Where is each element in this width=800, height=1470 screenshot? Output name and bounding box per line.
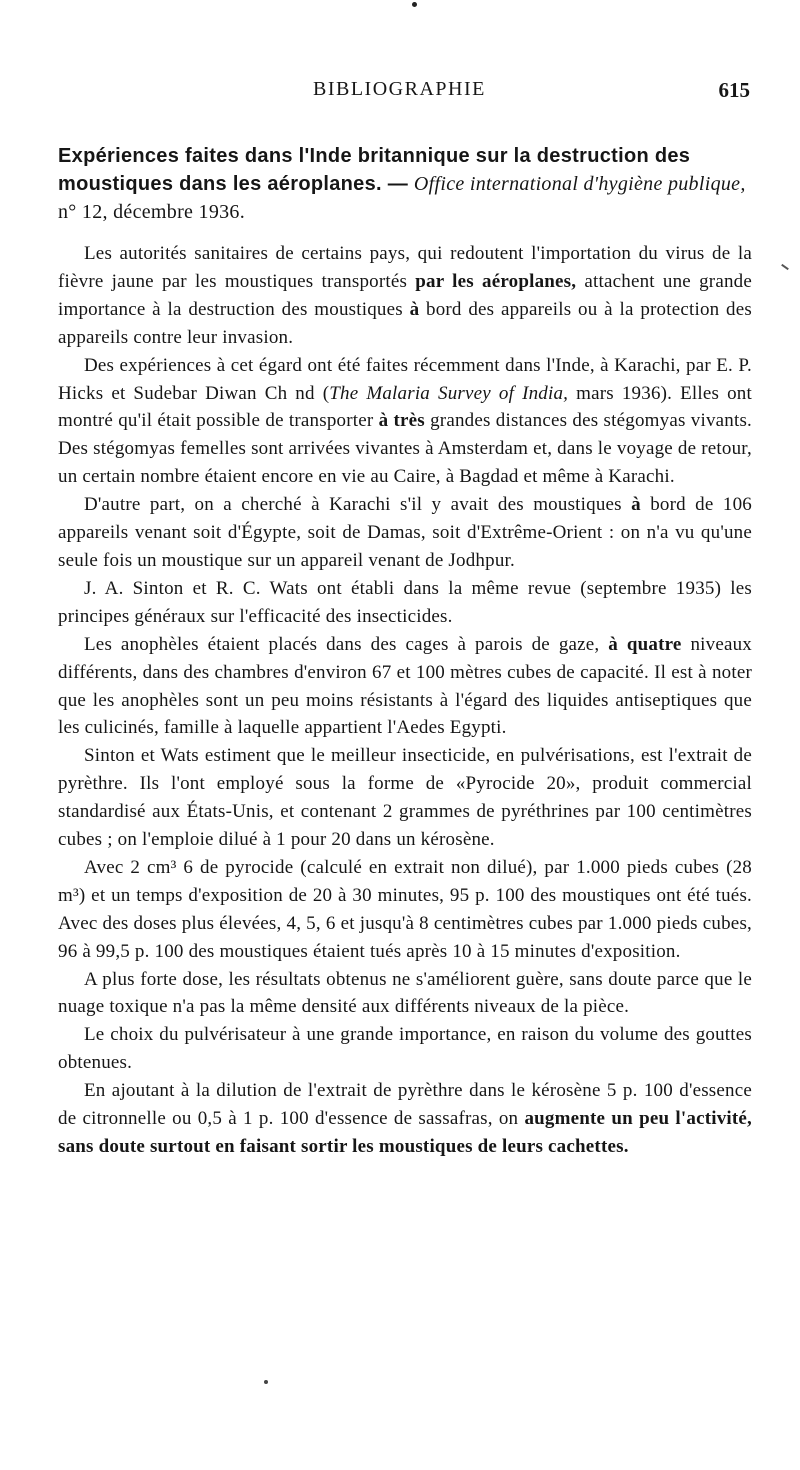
paragraph-5 <box>58 631 752 743</box>
paragraph-text: Des expériences à cet égard ont été faites récemment dans l'Inde, à Karachi, par E. P. Hicks et Sudebar Diwan Ch nd ( <box>58 354 752 404</box>
paragraph-4 <box>58 575 752 631</box>
paragraph-10 <box>58 1077 752 1161</box>
paragraph-text: Le choix du pulvérisateur à une grande importance, en raison du volume des gouttes obtenues. <box>58 1024 752 1074</box>
article <box>58 142 752 1161</box>
page-header <box>313 78 750 104</box>
article-citation: n° 12, décembre 1936. <box>58 201 246 223</box>
paragraph-3 <box>58 491 752 575</box>
margin-mark <box>781 264 789 270</box>
bold-text: à quatre <box>608 633 682 655</box>
running-title: BIBLIOGRAPHIE <box>313 78 486 100</box>
bold-text: à <box>631 494 641 516</box>
bold-text: à très <box>378 410 425 432</box>
paragraph-text: grandes distances des stégomyas vivants. Des stégomyas femelles sont arrivées vivantes à Amsterdam et, dans le voyage de retour, un certain nombre étaient encore en vie au Caire, à Bagdad et même à Karachi. <box>58 410 752 488</box>
page-number: 615 <box>718 78 750 102</box>
paragraph-text: J. A. Sinton et R. C. Wats ont établi dans la même revue (septembre 1935) les principes généraux sur l'efficacité des insecticides. <box>58 577 752 627</box>
paragraph-text: niveaux différents, dans des chambres d'environ 67 et 100 mètres cubes de capacité. Il est à noter que les anophèles sont un peu moins résistants à l'égard des liquides antiseptiques que les culicinés, famille à laquelle appartient l'Aedes Egypti. <box>58 633 752 739</box>
bold-text: augmente un peu l'activité, sans doute surtout en faisant sortir les moustiques de leurs cachettes. <box>58 1108 752 1157</box>
article-title-text: Expériences faites dans l'Inde britannique sur la destruction des moustiques dans les aéroplanes. — <box>58 145 691 195</box>
journal-title: The Malaria Survey of India, <box>329 382 569 404</box>
bold-text: à <box>409 298 420 320</box>
paragraph-text: attachent une grande importance à la destruction des moustiques <box>58 270 752 320</box>
paragraph-2 <box>58 352 752 492</box>
paragraph-8 <box>58 966 752 1022</box>
article-title <box>58 142 752 226</box>
ink-speck <box>264 1380 268 1384</box>
paragraph-text: En ajoutant à la dilution de l'extrait de pyrèthre dans le kérosène 5 p. 100 d'essence de citronnelle ou 0,5 à 1 p. 100 d'essence de sassafras, on <box>58 1080 752 1130</box>
paragraph-text: D'autre part, on a cherché à Karachi s'il y avait des moustiques <box>84 494 632 516</box>
paragraph-1 <box>58 240 752 352</box>
ink-speck <box>412 2 417 7</box>
paragraph-6 <box>58 742 752 854</box>
paragraph-text: bord de 106 appareils venant soit d'Égypte, soit de Damas, soit d'Extrême-Orient : on n'a vu qu'une seule fois un moustique sur un appareil venant de Jodhpur. <box>58 494 752 571</box>
paragraph-text: A plus forte dose, les résultats obtenus ne s'améliorent guère, sans doute parce que le nuage toxique n'a pas la même densité aux différents niveaux de la pièce. <box>58 968 752 1018</box>
article-source: Office international d'hygiène publique, <box>413 173 746 195</box>
paragraph-text: mars 1936). Elles ont montré qu'il était possible de transporter <box>58 382 752 432</box>
paragraph-text: Sinton et Wats estiment que le meilleur insecticide, en pulvérisations, est l'extrait de pyrèthre. Ils l'ont employé sous la forme de «Pyrocide 20», produit commercial standardisé aux États-Unis, et contenant 2 grammes de pyréthrines par 100 centimètres cubes ; on l'emploie dilué à 1 pour 20 dans un kérosène. <box>58 745 752 851</box>
paragraph-text: Avec 2 cm³ 6 de pyrocide (calculé en extrait non dilué), par 1.000 pieds cubes (28 m³) et un temps d'exposition de 20 à 30 minutes, 95 p. 100 des moustiques ont été tués. Avec des doses plus élevées, 4, 5, 6 et jusqu'à 8 centimètres cubes par 1.000 pieds cubes, 96 à 99,5 p. 100 des moustiques étaient tués après 10 à 15 minutes d'exposition. <box>58 856 752 962</box>
bold-text: par les aéroplanes, <box>415 270 577 292</box>
paragraph-text: Les autorités sanitaires de certains pays, qui redoutent l'importation du virus de la fièvre jaune par les moustiques transportés <box>58 243 752 292</box>
paragraph-9 <box>58 1021 752 1077</box>
paragraph-7 <box>58 854 752 966</box>
paragraph-text: bord des appareils ou à la protection des appareils contre leur invasion. <box>58 298 752 348</box>
paragraph-text: Les anophèles étaient placés dans des cages à parois de gaze, <box>84 633 609 655</box>
